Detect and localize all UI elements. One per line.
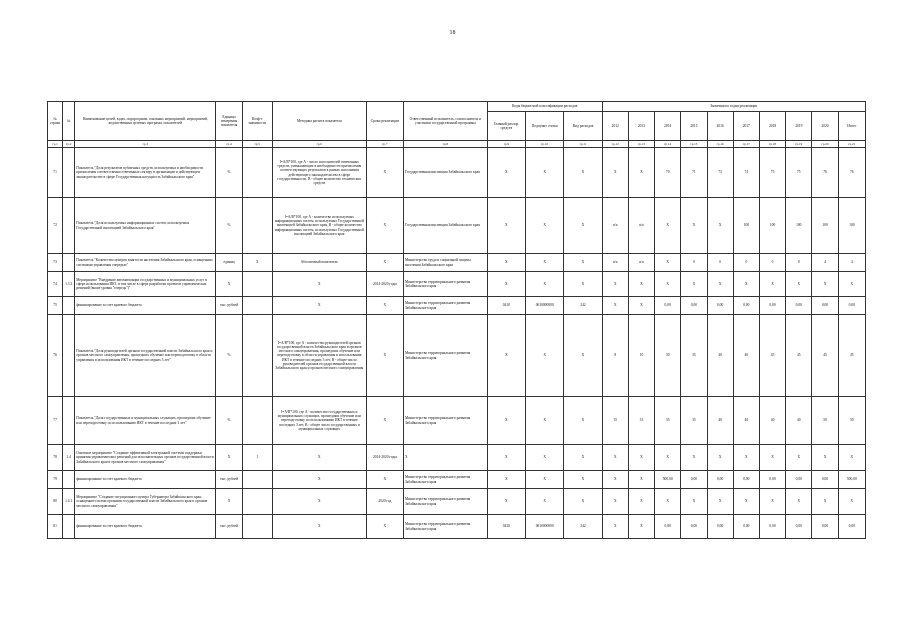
table-row	[48, 254, 866, 272]
column-number-row	[48, 141, 866, 148]
row-year-value: 75	[786, 148, 812, 198]
row-coef	[242, 198, 272, 254]
row-year-value: 0	[707, 254, 733, 272]
row-year-value: 76	[812, 148, 838, 198]
row-year-value: 40	[733, 397, 759, 445]
column-number: гр.1	[48, 141, 63, 148]
header-budget-col: Главный распор. средств	[487, 112, 525, 141]
row-year-value: Х	[602, 297, 628, 315]
row-term: Х	[366, 198, 403, 254]
column-number: гр.3	[75, 141, 216, 148]
row-unit: Х	[216, 272, 242, 297]
row-year-value: 40	[707, 397, 733, 445]
row-budget-type: Х	[564, 315, 602, 397]
row-year-value: Х	[628, 148, 654, 198]
row-year-value: Х	[759, 489, 785, 515]
row-year-value: Х	[838, 272, 865, 297]
row-responsible: Министерство территориального развития Забайкальского края	[404, 397, 488, 445]
row-year-value: 74	[733, 148, 759, 198]
row-year-value: 0	[759, 254, 785, 272]
row-year-value: 0,00	[707, 515, 733, 539]
row-method: Х	[272, 297, 366, 315]
row-year-value: 10	[628, 315, 654, 397]
row-name: финансирование за счет краевого бюджета	[75, 297, 216, 315]
header-year-col: 2012	[602, 112, 628, 141]
row-year-value: 0,00	[812, 515, 838, 539]
table-row	[48, 198, 866, 254]
row-term: Х	[366, 148, 403, 198]
row-line-number: 79	[48, 471, 63, 489]
table-row	[48, 272, 866, 297]
column-number: гр.16	[707, 141, 733, 148]
row-year-value: Х	[628, 272, 654, 297]
row-year-value: Х	[602, 445, 628, 471]
row-year-value: 100	[733, 198, 759, 254]
row-year-value: 0,00	[812, 297, 838, 315]
column-number: гр.20	[812, 141, 838, 148]
row-responsible: Министерство территориального развития Забайкальского края	[404, 272, 488, 297]
row-item-number	[63, 297, 75, 315]
header-budget-col: Подпункт статьи	[526, 112, 564, 141]
column-number: гр.15	[681, 141, 707, 148]
row-year-value: Х	[628, 515, 654, 539]
row-year-value: Х	[759, 272, 785, 297]
row-year-value: 0,00	[681, 471, 707, 489]
row-year-value: 40	[707, 315, 733, 397]
column-number: гр.9	[487, 141, 525, 148]
row-method: Х	[272, 515, 366, 539]
row-year-value: 0,00	[812, 471, 838, 489]
row-year-value: 35	[681, 315, 707, 397]
row-budget-article: Х	[526, 445, 564, 471]
row-year-value: 0,00	[759, 515, 785, 539]
row-year-value: 0,00	[786, 515, 812, 539]
row-year-value: Х	[602, 148, 628, 198]
header-responsible: Ответственный исполнитель, соисполнитель и участники государственной программы	[404, 102, 488, 141]
row-year-value: Х	[707, 198, 733, 254]
row-year-value: 0,00	[707, 471, 733, 489]
row-unit: %	[216, 198, 242, 254]
row-coef	[242, 315, 272, 397]
row-item-number	[63, 397, 75, 445]
row-year-value: 0,00	[838, 515, 865, 539]
row-item-number	[63, 148, 75, 198]
row-method: I=A/B*100, где А - количество государственных и муниципальных служащих, прошедших обучение или переподготовку по использованию ИКТ в течение последних 3 лет, В - общее число государственных и муниципальных служащих	[272, 397, 366, 445]
row-method: I=A/B*100, где А - число исполнителей отвеченных средств, уменьшающих в необходимости причисления соответствующих результатов в рамках исполнения действующего законодательства в сфере государственности, В - общее количество технических средств	[272, 148, 366, 198]
row-year-value: Х	[628, 297, 654, 315]
row-year-value: 71	[681, 148, 707, 198]
column-number: гр.18	[759, 141, 785, 148]
row-year-value: Х	[602, 489, 628, 515]
row-year-value: Х	[628, 471, 654, 489]
table-row	[48, 315, 866, 397]
row-item-number: 1.4	[63, 445, 75, 471]
column-number: гр.21	[838, 141, 865, 148]
row-coef: Х	[242, 254, 272, 272]
row-year-value: 45	[759, 315, 785, 397]
row-budget-article: 0610000000	[526, 515, 564, 539]
program-table	[47, 101, 866, 539]
row-year-value: 0,00	[681, 515, 707, 539]
row-unit: Х	[216, 489, 242, 515]
row-unit: тыс. рублей	[216, 297, 242, 315]
row-coef	[242, 148, 272, 198]
row-year-value: n/a	[602, 198, 628, 254]
row-year-value: 100	[838, 198, 865, 254]
row-year-value: 0	[733, 254, 759, 272]
row-year-value: Х	[628, 489, 654, 515]
row-year-value: 45	[838, 315, 865, 397]
row-coef	[242, 515, 272, 539]
row-name: Мероприятие "Внедрение автоматизации государственных и муниципальных услуг в сфере использования ИКТ, в том числе в сфере разработки проектов управленческих решений (выше уровня "очередь")"	[75, 272, 216, 297]
row-year-value: 0	[681, 254, 707, 272]
row-year-value: 0,00	[707, 297, 733, 315]
header-line-no: № строки	[48, 102, 63, 141]
row-item-number	[63, 515, 75, 539]
row-responsible: Министерство территориального развития Забайкальского края	[404, 315, 488, 397]
row-year-value: Х	[838, 445, 865, 471]
row-year-value: 0,00	[681, 297, 707, 315]
row-term: Х	[366, 471, 403, 489]
header-years-group: Значения по годам реализации	[602, 102, 865, 112]
row-year-value: Х	[655, 198, 681, 254]
row-item-number: 1.4.1	[63, 489, 75, 515]
row-responsible: Министерство труда и социальной защиты населения Забайкальского края	[404, 254, 488, 272]
row-budget-manager: 0410	[487, 515, 525, 539]
row-name: Показатель "Доля руководителей органов государственной власти Забайкальского края и органов местного самоуправления, прошедших обучение или переподготовку в области управления и использования ИКТ в течение последних 3 лет"	[75, 315, 216, 397]
row-line-number: 73	[48, 254, 63, 272]
row-year-value: Х	[681, 272, 707, 297]
row-responsible: Министерство территориального развития Забайкальского края	[404, 297, 488, 315]
column-number: гр.6	[272, 141, 366, 148]
row-year-value: 30	[655, 315, 681, 397]
row-year-value: Х	[812, 445, 838, 471]
row-budget-type: Х	[564, 148, 602, 198]
column-number: гр.12	[602, 141, 628, 148]
header-year-col: 2016	[707, 112, 733, 141]
row-item-number	[63, 198, 75, 254]
row-year-value: 50	[838, 397, 865, 445]
row-year-value: 33	[628, 397, 654, 445]
row-responsible: Х	[404, 445, 488, 471]
row-coef	[242, 297, 272, 315]
row-line-number: 71	[48, 148, 63, 198]
row-name: Показатель "Доля результатов публичных средств, используемых в необходимости причисления соответственно отвеченных сектору в организации и действующем законодательстве в сфере Государственная насущность Забайкальского края"	[75, 148, 216, 198]
row-unit: Х	[216, 445, 242, 471]
row-line-number: 72	[48, 198, 63, 254]
row-budget-type: 242	[564, 297, 602, 315]
row-year-value: 0,00	[786, 471, 812, 489]
table-row	[48, 515, 866, 539]
row-term: 2014-2020 годы	[366, 445, 403, 471]
header-coef: Коэф-т значимости	[242, 102, 272, 141]
row-line-number: 81	[48, 515, 63, 539]
row-year-value: 73	[707, 148, 733, 198]
row-term: Х	[366, 254, 403, 272]
row-year-value: 100	[759, 198, 785, 254]
row-budget-article: Х	[526, 254, 564, 272]
row-year-value: n/a	[602, 254, 628, 272]
row-year-value: Х	[733, 272, 759, 297]
row-budget-article: Х	[526, 471, 564, 489]
table-row	[48, 148, 866, 198]
row-budget-type: Х	[564, 397, 602, 445]
row-budget-manager: Х	[487, 148, 525, 198]
row-year-value: 35	[681, 397, 707, 445]
column-number: гр.10	[526, 141, 564, 148]
table-row	[48, 489, 866, 515]
row-name: Показатель "Доля государственных и муниципальных служащих, прошедших обучение или переподготовку по использованию ИКТ в течение последних 3 лет"	[75, 397, 216, 445]
header-year-col: 2019	[786, 112, 812, 141]
row-budget-manager: 0410	[487, 297, 525, 315]
header-term: Сроки реализации	[366, 102, 403, 141]
row-year-value: Х	[628, 445, 654, 471]
row-name: Показатель "Количество центров занятости населения Забайкальского края, оснащенных системами управления очередью"	[75, 254, 216, 272]
row-year-value: 0,00	[655, 515, 681, 539]
row-item-number	[63, 315, 75, 397]
row-year-value: Х	[681, 489, 707, 515]
header-row	[48, 102, 866, 112]
row-method: Х	[272, 489, 366, 515]
row-year-value: 0,00	[733, 515, 759, 539]
row-budget-manager: Х	[487, 272, 525, 297]
row-budget-manager: Х	[487, 397, 525, 445]
row-year-value: 40	[759, 397, 785, 445]
row-budget-type: Х	[564, 254, 602, 272]
row-responsible: Государственная инспекция Забайкальского края	[404, 198, 488, 254]
row-coef	[242, 489, 272, 515]
row-year-value: Х	[733, 445, 759, 471]
row-method: Абсолютный показатель	[272, 254, 366, 272]
row-year-value: Х	[786, 272, 812, 297]
row-year-value: 4	[838, 254, 865, 272]
row-unit: %	[216, 148, 242, 198]
row-line-number: 80	[48, 489, 63, 515]
column-number: гр.13	[628, 141, 654, 148]
column-number: гр.4	[216, 141, 242, 148]
row-year-value: n/a	[628, 198, 654, 254]
row-coef	[242, 471, 272, 489]
row-year-value: 100	[786, 198, 812, 254]
row-budget-manager: Х	[487, 445, 525, 471]
row-coef: 1	[242, 445, 272, 471]
row-year-value: 8	[602, 315, 628, 397]
row-budget-type: Х	[564, 471, 602, 489]
row-budget-type: 242	[564, 515, 602, 539]
table-row	[48, 471, 866, 489]
row-year-value: 0	[786, 254, 812, 272]
row-budget-type: Х	[564, 445, 602, 471]
row-year-value: Х	[655, 272, 681, 297]
row-unit: тыс. рублей	[216, 471, 242, 489]
row-budget-article: Х	[526, 397, 564, 445]
header-year-col: 2018	[759, 112, 785, 141]
row-year-value: Х	[602, 272, 628, 297]
row-year-value: 45	[812, 315, 838, 397]
row-year-value: Х	[812, 272, 838, 297]
header-item-no: №	[63, 102, 75, 141]
table-row	[48, 297, 866, 315]
column-number: гр.8	[404, 141, 488, 148]
header-year-col: 2020	[812, 112, 838, 141]
header-name: Наименование целей, задач, подпрограмм, основных мероприятий, мероприятий, ведомственных целевых программ, показателей	[75, 102, 216, 141]
table-row	[48, 397, 866, 445]
header-method: Методика расчета показателя	[272, 102, 366, 141]
row-name: Показатель "Доля используемых информационных систем, используемых Государственной инспекцией Забайкальского края"	[75, 198, 216, 254]
row-year-value: 0,00	[759, 471, 785, 489]
row-year-value: 0,00	[838, 297, 865, 315]
row-budget-article: Х	[526, 148, 564, 198]
row-item-number: 1.3.3	[63, 272, 75, 297]
row-budget-article: Х	[526, 315, 564, 397]
row-year-value: 40	[733, 315, 759, 397]
header-year-col: 2015	[681, 112, 707, 141]
row-year-value: Х	[707, 489, 733, 515]
row-budget-type: Х	[564, 198, 602, 254]
row-year-value: 35	[655, 397, 681, 445]
row-year-value: 35	[602, 397, 628, 445]
row-term: Х	[366, 515, 403, 539]
row-term: 2014-2020 годы	[366, 272, 403, 297]
row-year-value: 0,00	[759, 297, 785, 315]
row-year-value: 0,00	[733, 471, 759, 489]
row-year-value: Х	[655, 254, 681, 272]
row-method: Х	[272, 471, 366, 489]
row-year-value: 40	[786, 397, 812, 445]
row-budget-manager: Х	[487, 254, 525, 272]
row-year-value: Х	[707, 272, 733, 297]
row-year-value: Х	[602, 471, 628, 489]
row-line-number: 76	[48, 315, 63, 397]
header-budget-col: Вид расходов	[564, 112, 602, 141]
header-year-col: 2017	[733, 112, 759, 141]
row-method: I=A/B*100, где А - количество руководителей органов государственной власти Забайкальского края и органов местного самоуправления, прошедших обучение или переподготовку в области управления и использования ИКТ в течение последних 3 лет, В - общее число руководителей органов государственной власти Забайкальского края и органов местного самоуправления	[272, 315, 366, 397]
row-method: I=A/B*100, где А - количество используемых информационных систем, используемых Государственной инспекцией Забайкальского края, В - общее количество информационных систем, используемых Государственной инспекцией Забайкальского края	[272, 198, 366, 254]
row-budget-article: Х	[526, 272, 564, 297]
row-year-value: Х	[655, 445, 681, 471]
row-budget-article: 0610000000	[526, 297, 564, 315]
row-budget-article: Х	[526, 198, 564, 254]
column-number: гр.17	[733, 141, 759, 148]
header-year-col: Итого	[838, 112, 865, 141]
row-budget-manager: Х	[487, 315, 525, 397]
row-year-value: Х	[759, 445, 785, 471]
row-year-value: Х	[838, 489, 865, 515]
column-number: гр.2	[63, 141, 75, 148]
row-year-value: 500,00	[655, 471, 681, 489]
row-year-value: 76	[838, 148, 865, 198]
row-name: финансирование за счет краевого бюджета	[75, 515, 216, 539]
row-term: 2020 год	[366, 489, 403, 515]
row-coef	[242, 397, 272, 445]
row-term: Х	[366, 315, 403, 397]
row-responsible: Государственная инспекция Забайкальского края	[404, 148, 488, 198]
row-year-value: Х	[681, 198, 707, 254]
row-year-value: 0,00	[733, 297, 759, 315]
row-year-value: 0,00	[655, 297, 681, 315]
header-year-col: 2013	[628, 112, 654, 141]
row-line-number: 77	[48, 397, 63, 445]
row-budget-manager: Х	[487, 471, 525, 489]
header-unit: Единица измерения показателя	[216, 102, 242, 141]
row-budget-type: Х	[564, 272, 602, 297]
column-number: гр.14	[655, 141, 681, 148]
row-line-number: 75	[48, 297, 63, 315]
row-method: Х	[272, 445, 366, 471]
row-year-value: Х	[786, 489, 812, 515]
row-year-value: Х	[707, 445, 733, 471]
row-year-value: 50	[812, 397, 838, 445]
column-number: гр.19	[786, 141, 812, 148]
row-term: Х	[366, 397, 403, 445]
row-unit: единиц	[216, 254, 242, 272]
row-year-value: Х	[733, 489, 759, 515]
header-budget-group: Коды бюджетной классификации расходов	[487, 102, 602, 112]
row-budget-manager: Х	[487, 489, 525, 515]
table-row	[48, 445, 866, 471]
row-year-value: 0,00	[786, 297, 812, 315]
row-responsible: Министерство территориального развития Забайкальского края	[404, 489, 488, 515]
row-budget-type: Х	[564, 489, 602, 515]
row-budget-manager: Х	[487, 198, 525, 254]
column-number: гр.7	[366, 141, 403, 148]
row-method: Х	[272, 272, 366, 297]
row-year-value: Х	[655, 489, 681, 515]
row-item-number	[63, 254, 75, 272]
row-unit: %	[216, 397, 242, 445]
row-name: финансирование за счет краевого бюджета	[75, 471, 216, 489]
row-year-value: Х	[602, 515, 628, 539]
row-year-value: n/a	[628, 254, 654, 272]
row-year-value: Х	[786, 445, 812, 471]
row-year-value: 45	[786, 315, 812, 397]
row-line-number: 74	[48, 272, 63, 297]
row-year-value: 100	[812, 198, 838, 254]
row-name: Основное мероприятие "Создание эффективной электронной системы поддержки принятия управленческих решений для исполнительных органов государственной власти Забайкальского края и органов местного самоуправления"	[75, 445, 216, 471]
column-number: гр.11	[564, 141, 602, 148]
column-number: гр.5	[242, 141, 272, 148]
row-unit: %	[216, 315, 242, 397]
row-responsible: Министерство территориального развития Забайкальского края	[404, 471, 488, 489]
row-year-value: 70	[655, 148, 681, 198]
row-unit: тыс. рублей	[216, 515, 242, 539]
row-line-number: 78	[48, 445, 63, 471]
page-number: 18	[449, 30, 456, 36]
header-year-col: 2014	[655, 112, 681, 141]
row-responsible: Министерство территориального развития Забайкальского края	[404, 515, 488, 539]
row-coef	[242, 272, 272, 297]
row-year-value: 4	[812, 254, 838, 272]
row-year-value: 500,00	[838, 471, 865, 489]
row-budget-article: Х	[526, 489, 564, 515]
row-year-value: Х	[681, 445, 707, 471]
row-year-value: Х	[812, 489, 838, 515]
row-item-number	[63, 471, 75, 489]
row-term: Х	[366, 297, 403, 315]
row-name: Мероприятие "Создание ситуационного центра Губернатора Забайкальского края, оснащенного всеми органами государственной власти Забайкальского края и органов местного самоуправления"	[75, 489, 216, 515]
row-year-value: 75	[759, 148, 785, 198]
